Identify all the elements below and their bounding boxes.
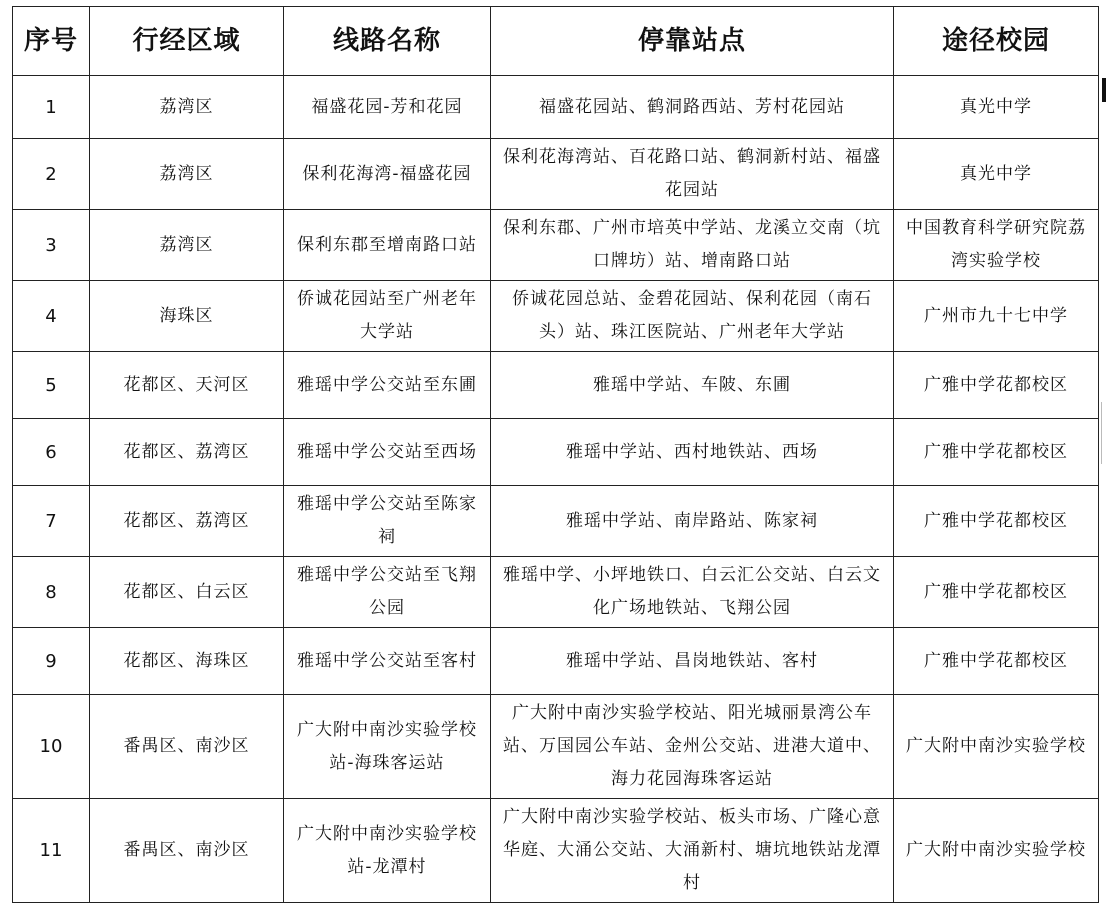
table-row [13, 557, 1099, 628]
cell-area: 花都区、白云区 [90, 557, 284, 628]
cell-stops: 保利花海湾站、百花路口站、鹤洞新村站、福盛花园站 [491, 139, 894, 210]
cell-route: 雅瑶中学公交站至陈家祠 [284, 486, 491, 557]
cell-stops: 雅瑶中学站、车陂、东圃 [491, 352, 894, 419]
header-route: 线路名称 [284, 7, 491, 76]
cell-stops: 雅瑶中学站、南岸路站、陈家祠 [491, 486, 894, 557]
table-row [13, 799, 1099, 903]
cell-school: 广雅中学花都校区 [894, 557, 1099, 628]
cell-no: 3 [13, 210, 90, 281]
cell-school: 广雅中学花都校区 [894, 352, 1099, 419]
header-stops: 停靠站点 [491, 7, 894, 76]
table-row [13, 210, 1099, 281]
cell-area: 番禺区、南沙区 [90, 799, 284, 903]
cell-area: 花都区、荔湾区 [90, 419, 284, 486]
page-edge-line [1101, 402, 1108, 464]
header-no: 序号 [13, 7, 90, 76]
cell-stops: 保利东郡、广州市培英中学站、龙溪立交南（坑口牌坊）站、增南路口站 [491, 210, 894, 281]
cell-school: 真光中学 [894, 139, 1099, 210]
cell-stops: 广大附中南沙实验学校站、阳光城丽景湾公车站、万国园公车站、金州公交站、进港大道中、海力花园海珠客运站 [491, 695, 894, 799]
bus-route-table [12, 6, 1099, 903]
cell-school: 真光中学 [894, 76, 1099, 139]
cell-school: 广雅中学花都校区 [894, 486, 1099, 557]
cell-route: 雅瑶中学公交站至东圃 [284, 352, 491, 419]
table-header-row [13, 7, 1099, 76]
cell-school: 广雅中学花都校区 [894, 419, 1099, 486]
cell-stops: 广大附中南沙实验学校站、板头市场、广隆心意华庭、大涌公交站、大涌新村、塘坑地铁站龙潭村 [491, 799, 894, 903]
cell-school: 中国教育科学研究院荔湾实验学校 [894, 210, 1099, 281]
cell-no: 8 [13, 557, 90, 628]
table-row [13, 352, 1099, 419]
text-cursor-mark [1102, 78, 1106, 102]
cell-route: 福盛花园-芳和花园 [284, 76, 491, 139]
cell-no: 11 [13, 799, 90, 903]
table-row [13, 486, 1099, 557]
cell-route: 雅瑶中学公交站至西场 [284, 419, 491, 486]
cell-no: 10 [13, 695, 90, 799]
cell-area: 花都区、海珠区 [90, 628, 284, 695]
cell-route: 侨诚花园站至广州老年大学站 [284, 281, 491, 352]
cell-no: 9 [13, 628, 90, 695]
cell-no: 1 [13, 76, 90, 139]
cell-route: 广大附中南沙实验学校站-海珠客运站 [284, 695, 491, 799]
cell-stops: 雅瑶中学站、西村地铁站、西场 [491, 419, 894, 486]
cell-route: 保利东郡至增南路口站 [284, 210, 491, 281]
cell-no: 5 [13, 352, 90, 419]
cell-stops: 福盛花园站、鹤洞路西站、芳村花园站 [491, 76, 894, 139]
cell-school: 广大附中南沙实验学校 [894, 695, 1099, 799]
cell-area: 荔湾区 [90, 210, 284, 281]
table-row [13, 281, 1099, 352]
header-area: 行经区域 [90, 7, 284, 76]
cell-stops: 雅瑶中学、小坪地铁口、白云汇公交站、白云文化广场地铁站、飞翔公园 [491, 557, 894, 628]
table-row [13, 695, 1099, 799]
cell-stops: 侨诚花园总站、金碧花园站、保利花园（南石头）站、珠江医院站、广州老年大学站 [491, 281, 894, 352]
cell-stops: 雅瑶中学站、昌岗地铁站、客村 [491, 628, 894, 695]
cell-school: 广州市九十七中学 [894, 281, 1099, 352]
cell-route: 广大附中南沙实验学校站-龙潭村 [284, 799, 491, 903]
cell-school: 广雅中学花都校区 [894, 628, 1099, 695]
cell-no: 2 [13, 139, 90, 210]
cell-area: 荔湾区 [90, 139, 284, 210]
table-row [13, 419, 1099, 486]
cell-route: 保利花海湾-福盛花园 [284, 139, 491, 210]
cell-area: 花都区、天河区 [90, 352, 284, 419]
cell-no: 6 [13, 419, 90, 486]
table-row [13, 76, 1099, 139]
cell-area: 花都区、荔湾区 [90, 486, 284, 557]
cell-area: 荔湾区 [90, 76, 284, 139]
table-row [13, 139, 1099, 210]
cell-no: 7 [13, 486, 90, 557]
cell-area: 海珠区 [90, 281, 284, 352]
cell-area: 番禺区、南沙区 [90, 695, 284, 799]
header-school: 途径校园 [894, 7, 1099, 76]
cell-route: 雅瑶中学公交站至客村 [284, 628, 491, 695]
table-row [13, 628, 1099, 695]
cell-route: 雅瑶中学公交站至飞翔公园 [284, 557, 491, 628]
cell-no: 4 [13, 281, 90, 352]
cell-school: 广大附中南沙实验学校 [894, 799, 1099, 903]
